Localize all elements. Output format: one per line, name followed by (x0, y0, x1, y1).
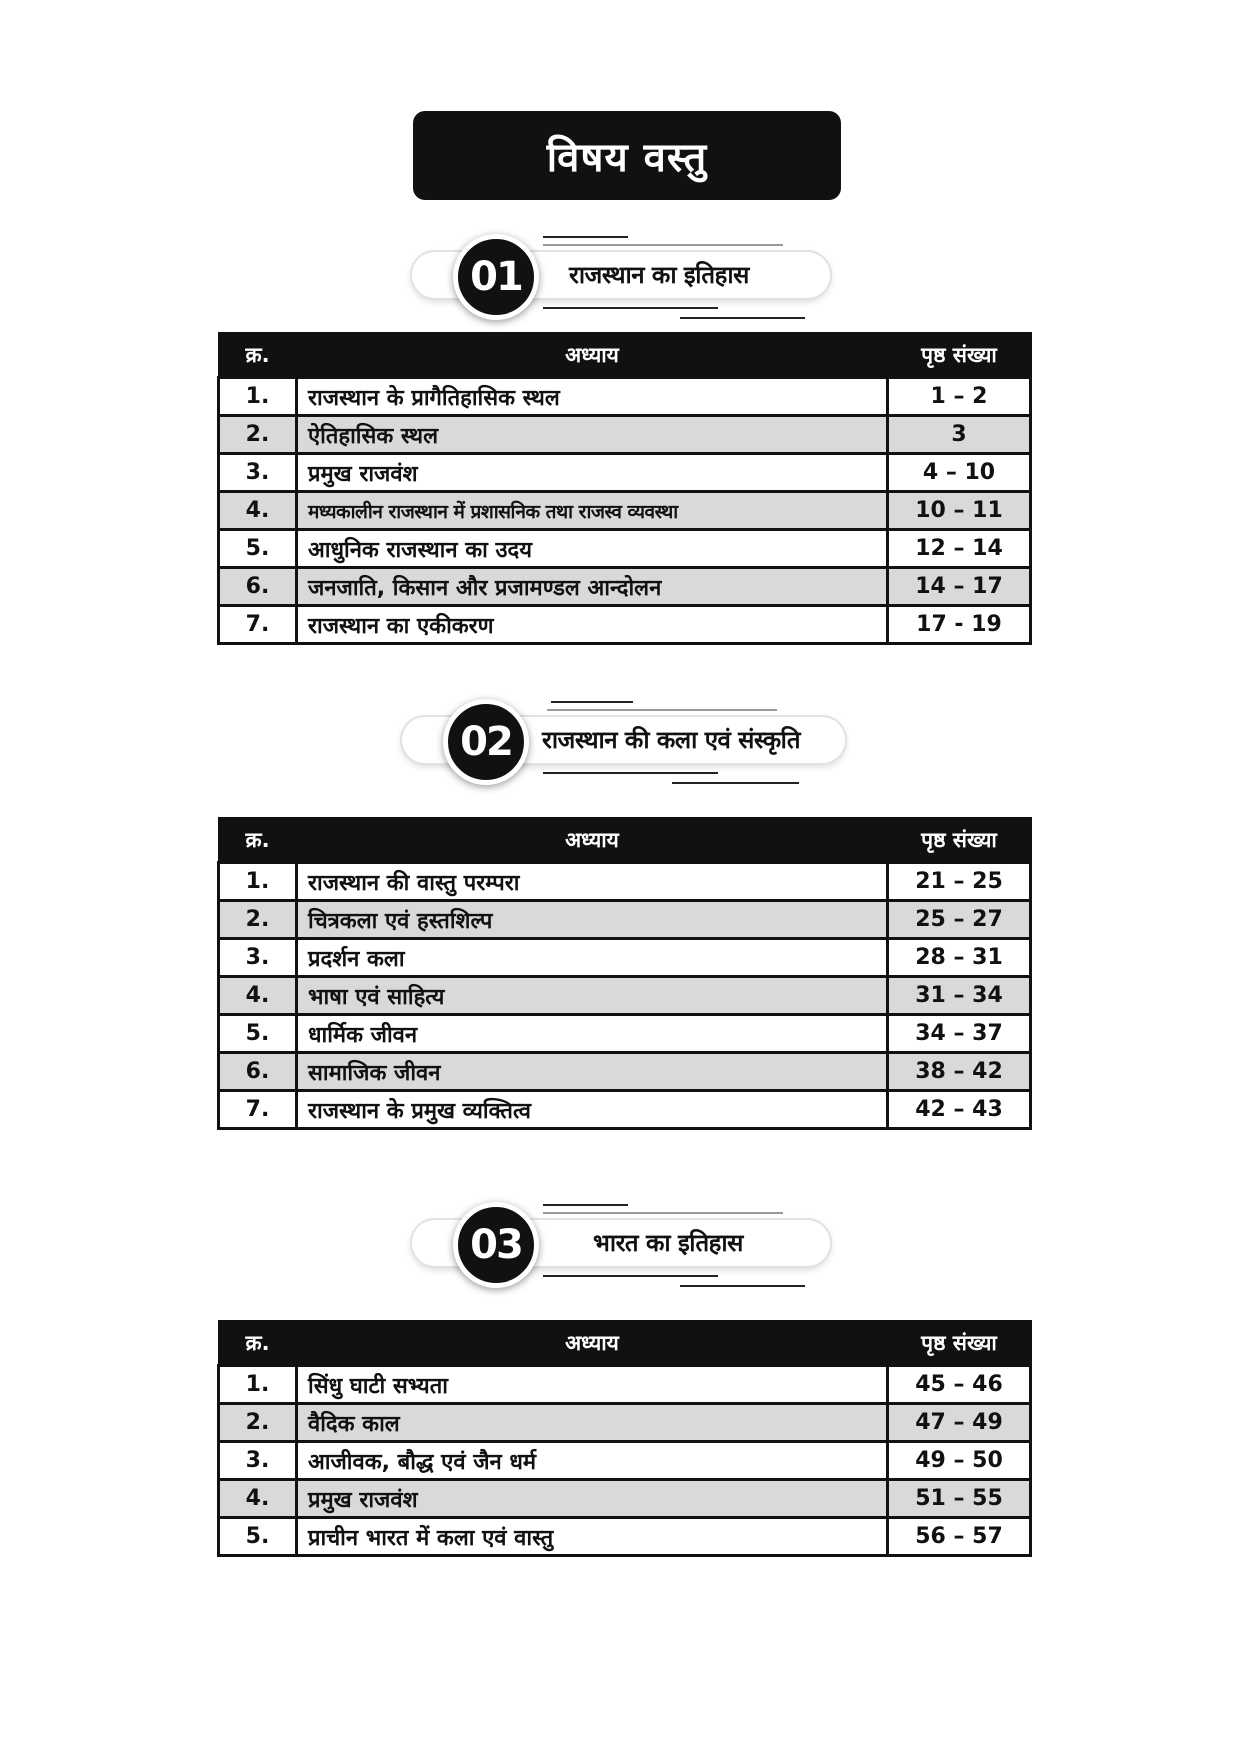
row-chapter: भाषा एवं साहित्य (297, 977, 888, 1015)
decor-line (543, 236, 628, 238)
header-chapter: अध्याय (297, 1321, 888, 1366)
table-row (219, 977, 1031, 1015)
table-header-row (219, 333, 1031, 378)
section-title: राजस्थान का इतिहास (569, 261, 749, 289)
row-chapter: जनजाति, किसान और प्रजामण्डल आन्दोलन (297, 568, 888, 606)
row-page: 34 – 37 (888, 1015, 1031, 1053)
row-serial: 3. (219, 454, 297, 492)
decor-line (543, 772, 718, 774)
row-chapter: राजस्थान का एकीकरण (297, 606, 888, 644)
row-chapter: धार्मिक जीवन (297, 1015, 888, 1053)
row-serial: 6. (219, 568, 297, 606)
decor-line (543, 1275, 718, 1277)
row-serial: 3. (219, 939, 297, 977)
header-serial: क्र. (219, 818, 297, 863)
table-row (219, 863, 1031, 901)
decor-line (543, 1204, 628, 1206)
row-serial: 4. (219, 977, 297, 1015)
row-page: 4 – 10 (888, 454, 1031, 492)
decor-line (551, 701, 633, 703)
table-header-row (219, 1321, 1031, 1366)
row-serial: 5. (219, 530, 297, 568)
contents-table (217, 332, 1032, 645)
row-serial: 5. (219, 1518, 297, 1556)
section-banner (217, 232, 1032, 332)
row-page: 17 - 19 (888, 606, 1031, 644)
row-chapter: प्रमुख राजवंश (297, 454, 888, 492)
row-chapter: सामाजिक जीवन (297, 1053, 888, 1091)
decor-line (543, 307, 718, 309)
page-title (413, 111, 841, 200)
section-banner (217, 1200, 1032, 1320)
table-row (219, 1091, 1031, 1129)
row-chapter: चित्रकला एवं हस्तशिल्प (297, 901, 888, 939)
table-row (219, 378, 1031, 416)
section-number-badge (453, 1202, 539, 1288)
row-page: 21 – 25 (888, 863, 1031, 901)
row-chapter: प्रदर्शन कला (297, 939, 888, 977)
table-row (219, 1480, 1031, 1518)
section-01 (217, 232, 1032, 645)
section-title: भारत का इतिहास (593, 1229, 743, 1257)
table-row (219, 454, 1031, 492)
row-chapter: सिंधु घाटी सभ्यता (297, 1366, 888, 1404)
section-03 (217, 1200, 1032, 1557)
header-serial: क्र. (219, 333, 297, 378)
decor-line (672, 782, 799, 784)
row-page: 56 – 57 (888, 1518, 1031, 1556)
decor-line (543, 244, 783, 246)
table-row (219, 1442, 1031, 1480)
table-row (219, 530, 1031, 568)
decor-line (680, 317, 805, 319)
row-serial: 4. (219, 1480, 297, 1518)
header-page: पृष्ठ संख्या (888, 333, 1031, 378)
decor-line (543, 1212, 783, 1214)
table-header-row (219, 818, 1031, 863)
table-row (219, 1518, 1031, 1556)
row-serial: 1. (219, 863, 297, 901)
section-number: 02 (460, 719, 512, 765)
header-page: पृष्ठ संख्या (888, 1321, 1031, 1366)
table-row (219, 1015, 1031, 1053)
section-number-badge (453, 234, 539, 320)
contents-table (217, 1320, 1032, 1557)
row-chapter: मध्यकालीन राजस्थान में प्रशासनिक तथा राजस्व व्यवस्था (297, 492, 888, 530)
row-page: 1 – 2 (888, 378, 1031, 416)
row-chapter: आजीवक, बौद्ध एवं जैन धर्म (297, 1442, 888, 1480)
row-serial: 7. (219, 606, 297, 644)
row-page: 51 – 55 (888, 1480, 1031, 1518)
row-page: 28 – 31 (888, 939, 1031, 977)
row-serial: 2. (219, 901, 297, 939)
row-page: 47 – 49 (888, 1404, 1031, 1442)
header-chapter: अध्याय (297, 818, 888, 863)
table-row (219, 416, 1031, 454)
header-serial: क्र. (219, 1321, 297, 1366)
row-serial: 2. (219, 416, 297, 454)
row-page: 31 – 34 (888, 977, 1031, 1015)
decor-line (547, 709, 777, 711)
section-02 (217, 697, 1032, 1130)
row-page: 49 – 50 (888, 1442, 1031, 1480)
table-row (219, 1053, 1031, 1091)
decor-line (680, 1285, 805, 1287)
row-chapter: राजस्थान के प्रमुख व्यक्तित्व (297, 1091, 888, 1129)
row-chapter: वैदिक काल (297, 1404, 888, 1442)
row-serial: 7. (219, 1091, 297, 1129)
row-chapter: राजस्थान की वास्तु परम्परा (297, 863, 888, 901)
row-page: 3 (888, 416, 1031, 454)
table-row (219, 492, 1031, 530)
section-banner (217, 697, 1032, 817)
row-chapter: प्राचीन भारत में कला एवं वास्तु (297, 1518, 888, 1556)
header-page: पृष्ठ संख्या (888, 818, 1031, 863)
header-chapter: अध्याय (297, 333, 888, 378)
page-title-text: विषय वस्तु (546, 135, 708, 181)
row-page: 14 – 17 (888, 568, 1031, 606)
row-chapter: ऐतिहासिक स्थल (297, 416, 888, 454)
row-chapter: प्रमुख राजवंश (297, 1480, 888, 1518)
row-serial: 1. (219, 1366, 297, 1404)
row-page: 25 – 27 (888, 901, 1031, 939)
table-row (219, 1404, 1031, 1442)
row-serial: 5. (219, 1015, 297, 1053)
row-serial: 1. (219, 378, 297, 416)
section-title: राजस्थान की कला एवं संस्कृति (542, 726, 801, 754)
section-number-badge (443, 699, 529, 785)
section-number: 03 (470, 1222, 522, 1268)
row-page: 38 – 42 (888, 1053, 1031, 1091)
row-serial: 2. (219, 1404, 297, 1442)
table-row (219, 1366, 1031, 1404)
row-serial: 6. (219, 1053, 297, 1091)
table-row (219, 901, 1031, 939)
row-page: 12 – 14 (888, 530, 1031, 568)
table-row (219, 606, 1031, 644)
row-serial: 4. (219, 492, 297, 530)
row-chapter: राजस्थान के प्रागैतिहासिक स्थल (297, 378, 888, 416)
row-serial: 3. (219, 1442, 297, 1480)
row-page: 42 – 43 (888, 1091, 1031, 1129)
table-row (219, 939, 1031, 977)
section-number: 01 (470, 254, 522, 300)
row-chapter: आधुनिक राजस्थान का उदय (297, 530, 888, 568)
table-row (219, 568, 1031, 606)
contents-table (217, 817, 1032, 1130)
row-page: 10 – 11 (888, 492, 1031, 530)
row-page: 45 – 46 (888, 1366, 1031, 1404)
